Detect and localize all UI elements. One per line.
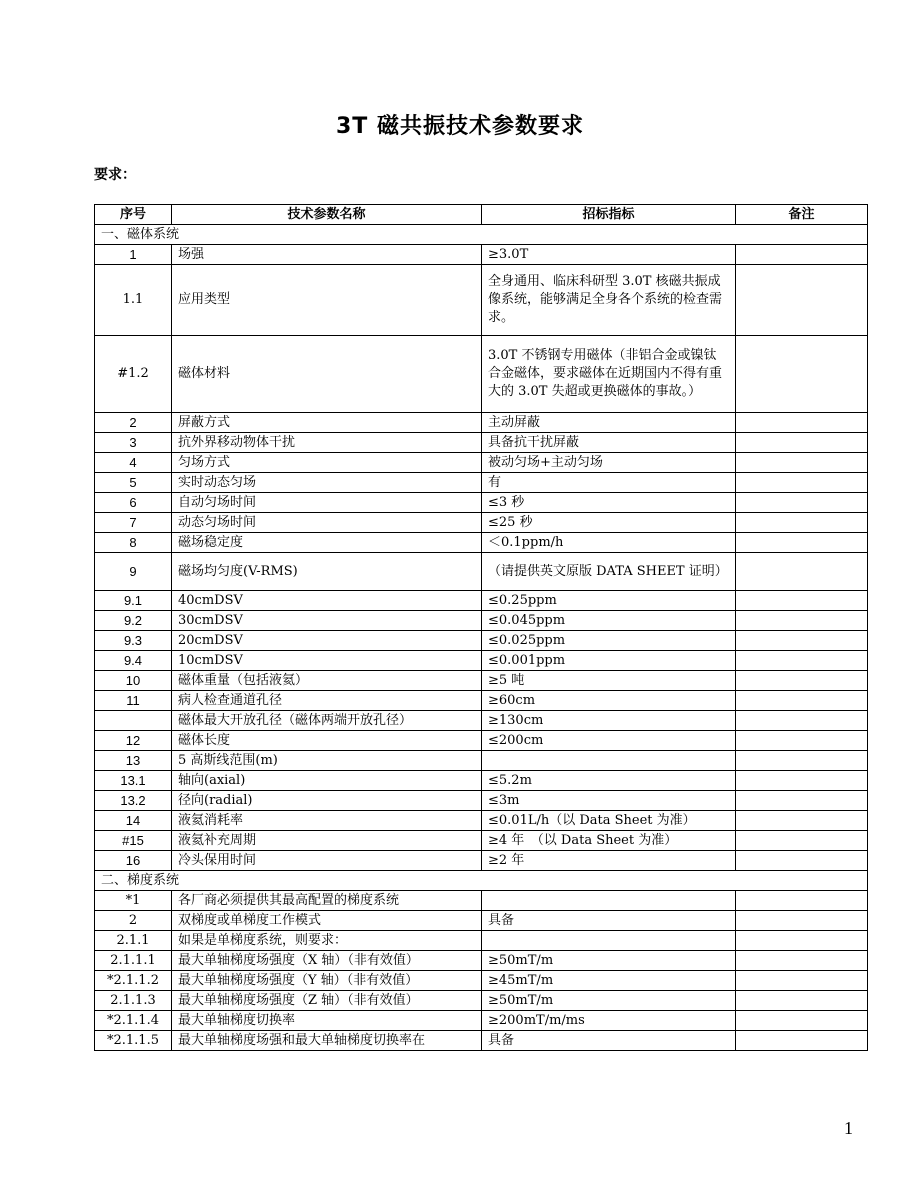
- cell-note: [736, 751, 868, 771]
- table-row: [95, 951, 868, 971]
- table-row: [95, 611, 868, 631]
- cell-no: 13.2: [95, 791, 172, 811]
- cell-spec: [482, 931, 736, 951]
- cell-no: 6: [95, 493, 172, 513]
- table-row: [95, 493, 868, 513]
- table-row: [95, 991, 868, 1011]
- cell-note: [736, 611, 868, 631]
- cell-note: [736, 1031, 868, 1051]
- cell-spec: ≤25 秒: [482, 513, 736, 533]
- cell-no: 13.1: [95, 771, 172, 791]
- cell-spec: ≤0.01L/h（以 Data Sheet 为准）: [482, 811, 736, 831]
- cell-no: 9: [95, 553, 172, 591]
- cell-note: [736, 731, 868, 751]
- cell-spec: ≥2 年: [482, 851, 736, 871]
- header-name: 技术参数名称: [172, 205, 482, 225]
- cell-name: 液氦补充周期: [172, 831, 482, 851]
- cell-name: 病人检查通道孔径: [172, 691, 482, 711]
- header-spec: 招标指标: [482, 205, 736, 225]
- table-row: [95, 811, 868, 831]
- cell-spec: ≤0.025ppm: [482, 631, 736, 651]
- cell-note: [736, 931, 868, 951]
- cell-name: 20cmDSV: [172, 631, 482, 651]
- cell-name: 30cmDSV: [172, 611, 482, 631]
- cell-no: *2.1.1.4: [95, 1011, 172, 1031]
- cell-spec: 具备: [482, 911, 736, 931]
- section-magnet: 一、磁体系统: [95, 225, 868, 245]
- section-row-gradient: [95, 871, 868, 891]
- cell-name: 5 高斯线范围(m): [172, 751, 482, 771]
- cell-note: [736, 831, 868, 851]
- table-row: [95, 751, 868, 771]
- cell-spec: ≤3 秒: [482, 493, 736, 513]
- table-row: [95, 473, 868, 493]
- cell-name: 轴向(axial): [172, 771, 482, 791]
- table-row: [95, 553, 868, 591]
- cell-no: 11: [95, 691, 172, 711]
- cell-name: 磁体材料: [172, 336, 482, 413]
- cell-note: [736, 951, 868, 971]
- cell-note: [736, 651, 868, 671]
- cell-note: [736, 493, 868, 513]
- cell-no: 2.1.1.3: [95, 991, 172, 1011]
- cell-spec: ≤200cm: [482, 731, 736, 751]
- section-row-magnet: [95, 225, 868, 245]
- cell-note: [736, 453, 868, 473]
- cell-spec: ≤0.25ppm: [482, 591, 736, 611]
- cell-note: [736, 591, 868, 611]
- cell-spec: ≥45mT/m: [482, 971, 736, 991]
- cell-spec: ≥50mT/m: [482, 951, 736, 971]
- cell-spec: ≤0.001ppm: [482, 651, 736, 671]
- cell-spec: [482, 751, 736, 771]
- cell-name: 实时动态匀场: [172, 473, 482, 493]
- cell-note: [736, 631, 868, 651]
- cell-no: #15: [95, 831, 172, 851]
- cell-no: 8: [95, 533, 172, 553]
- cell-note: [736, 336, 868, 413]
- cell-note: [736, 553, 868, 591]
- cell-spec: ≥5 吨: [482, 671, 736, 691]
- cell-name: 各厂商必须提供其最高配置的梯度系统: [172, 891, 482, 911]
- cell-no: *2.1.1.5: [95, 1031, 172, 1051]
- table-row: [95, 265, 868, 336]
- cell-no: 13: [95, 751, 172, 771]
- cell-no: 10: [95, 671, 172, 691]
- cell-name: 如果是单梯度系统，则要求：: [172, 931, 482, 951]
- cell-note: [736, 671, 868, 691]
- cell-no: 9.1: [95, 591, 172, 611]
- table-header-row: [95, 205, 868, 225]
- cell-spec: 全身通用、临床科研型 3.0T 核磁共振成像系统，能够满足全身各个系统的检查需求。: [482, 265, 736, 336]
- cell-spec: ≥130cm: [482, 711, 736, 731]
- page-number: 1: [844, 1118, 853, 1138]
- table-row: [95, 971, 868, 991]
- cell-spec: ≤5.2m: [482, 771, 736, 791]
- table-row: [95, 245, 868, 265]
- cell-spec: 有: [482, 473, 736, 493]
- table-row: [95, 911, 868, 931]
- cell-no: *1: [95, 891, 172, 911]
- cell-name: 最大单轴梯度场强度（Y 轴）（非有效值）: [172, 971, 482, 991]
- table-row: [95, 851, 868, 871]
- table-row: [95, 631, 868, 651]
- cell-no: 9.3: [95, 631, 172, 651]
- cell-name: 磁体长度: [172, 731, 482, 751]
- cell-name: 最大单轴梯度场强度（X 轴）（非有效值）: [172, 951, 482, 971]
- cell-spec: ＜0.1ppm/h: [482, 533, 736, 553]
- cell-no: 1.1: [95, 265, 172, 336]
- cell-note: [736, 473, 868, 493]
- table-row: [95, 1011, 868, 1031]
- cell-name: 磁体最大开放孔径（磁体两端开放孔径）: [172, 711, 482, 731]
- cell-note: [736, 791, 868, 811]
- cell-name: 磁场稳定度: [172, 533, 482, 553]
- cell-no: #1.2: [95, 336, 172, 413]
- table-row: [95, 1031, 868, 1051]
- cell-note: [736, 691, 868, 711]
- table-row: [95, 831, 868, 851]
- cell-no: *2.1.1.2: [95, 971, 172, 991]
- cell-name: 最大单轴梯度切换率: [172, 1011, 482, 1031]
- cell-note: [736, 1011, 868, 1031]
- cell-no: 14: [95, 811, 172, 831]
- cell-name: 场强: [172, 245, 482, 265]
- cell-spec: ≤3m: [482, 791, 736, 811]
- cell-no: 12: [95, 731, 172, 751]
- cell-spec: 具备: [482, 1031, 736, 1051]
- cell-spec: ≥3.0T: [482, 245, 736, 265]
- table-row: [95, 591, 868, 611]
- table-row: [95, 513, 868, 533]
- cell-no: 2.1.1: [95, 931, 172, 951]
- cell-name: 最大单轴梯度场强和最大单轴梯度切换率在: [172, 1031, 482, 1051]
- table-row: [95, 691, 868, 711]
- cell-note: [736, 971, 868, 991]
- cell-note: [736, 513, 868, 533]
- cell-spec: ≥200mT/m/ms: [482, 1011, 736, 1031]
- cell-no: 7: [95, 513, 172, 533]
- table-row: [95, 671, 868, 691]
- cell-no: 5: [95, 473, 172, 493]
- cell-spec: [482, 891, 736, 911]
- cell-name: 10cmDSV: [172, 651, 482, 671]
- cell-name: 自动匀场时间: [172, 493, 482, 513]
- cell-name: 应用类型: [172, 265, 482, 336]
- cell-no: 9.2: [95, 611, 172, 631]
- cell-note: [736, 433, 868, 453]
- cell-note: [736, 711, 868, 731]
- cell-name: 最大单轴梯度场强度（Z 轴）（非有效值）: [172, 991, 482, 1011]
- cell-no: 16: [95, 851, 172, 871]
- section-gradient: 二、梯度系统: [95, 871, 868, 891]
- cell-name: 双梯度或单梯度工作模式: [172, 911, 482, 931]
- cell-name: 液氦消耗率: [172, 811, 482, 831]
- cell-spec: （请提供英文原版 DATA SHEET 证明）: [482, 553, 736, 591]
- cell-no: 2: [95, 911, 172, 931]
- cell-note: [736, 991, 868, 1011]
- document-title: 3T 磁共振技术参数要求: [336, 114, 584, 139]
- table-row: [95, 891, 868, 911]
- cell-note: [736, 245, 868, 265]
- table-row: [95, 731, 868, 751]
- cell-name: 径向(radial): [172, 791, 482, 811]
- cell-name: 40cmDSV: [172, 591, 482, 611]
- cell-spec: ≥50mT/m: [482, 991, 736, 1011]
- cell-note: [736, 771, 868, 791]
- header-no: 序号: [95, 205, 172, 225]
- cell-name: 屏蔽方式: [172, 413, 482, 433]
- cell-note: [736, 413, 868, 433]
- cell-no: 1: [95, 245, 172, 265]
- cell-name: 抗外界移动物体干扰: [172, 433, 482, 453]
- cell-spec: ≤0.045ppm: [482, 611, 736, 631]
- cell-note: [736, 811, 868, 831]
- table-row: [95, 453, 868, 473]
- cell-no: 3: [95, 433, 172, 453]
- table-row: [95, 336, 868, 413]
- cell-no: 2: [95, 413, 172, 433]
- cell-no: 9.4: [95, 651, 172, 671]
- table-row: [95, 413, 868, 433]
- table-row: [95, 433, 868, 453]
- table-row: [95, 711, 868, 731]
- requirements-label: 要求：: [94, 167, 136, 183]
- cell-spec: ≥60cm: [482, 691, 736, 711]
- cell-spec: 具备抗干扰屏蔽: [482, 433, 736, 453]
- table-row: [95, 931, 868, 951]
- cell-note: [736, 851, 868, 871]
- cell-note: [736, 911, 868, 931]
- cell-spec: 3.0T 不锈钢专用磁体（非铝合金或镍钛合金磁体，要求磁体在近期国内不得有重大的 3.0T 失超或更换磁体的事故。）: [482, 336, 736, 413]
- cell-spec: 主动屏蔽: [482, 413, 736, 433]
- cell-no: 2.1.1.1: [95, 951, 172, 971]
- cell-spec: ≥4 年 （以 Data Sheet 为准）: [482, 831, 736, 851]
- spec-table: [94, 204, 868, 1051]
- cell-name: 磁体重量（包括液氦）: [172, 671, 482, 691]
- cell-note: [736, 265, 868, 336]
- cell-note: [736, 891, 868, 911]
- table-row: [95, 533, 868, 553]
- cell-name: 冷头保用时间: [172, 851, 482, 871]
- cell-spec: 被动匀场+主动匀场: [482, 453, 736, 473]
- table-row: [95, 771, 868, 791]
- cell-name: 动态匀场时间: [172, 513, 482, 533]
- header-note: 备注: [736, 205, 868, 225]
- cell-no: 4: [95, 453, 172, 473]
- cell-name: 匀场方式: [172, 453, 482, 473]
- table-row: [95, 651, 868, 671]
- cell-no: [95, 711, 172, 731]
- cell-note: [736, 533, 868, 553]
- cell-name: 磁场均匀度(V-RMS): [172, 553, 482, 591]
- table-row: [95, 791, 868, 811]
